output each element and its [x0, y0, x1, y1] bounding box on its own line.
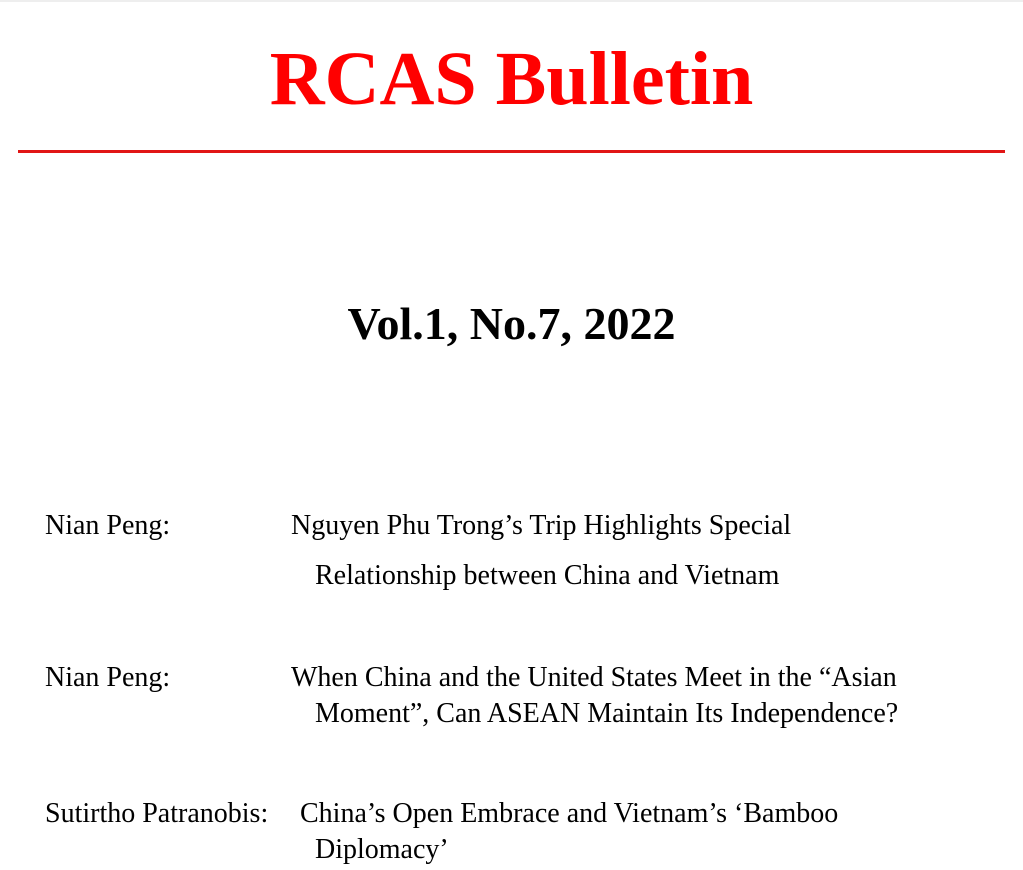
issue-volume: Vol.1, No.7, 2022: [347, 298, 676, 349]
bulletin-title: RCAS Bulletin: [269, 37, 754, 121]
article-entry: [0, 798, 1023, 868]
page-top-edge: [0, 0, 1023, 2]
article-title-line: China’s Open Embrace and Vietnam’s ‘Bamboo: [300, 798, 839, 829]
article-author: Nian Peng:: [45, 662, 171, 693]
article-entry: [0, 510, 1023, 590]
article-author: Nian Peng:: [45, 510, 171, 541]
article-entry: [0, 662, 1023, 732]
article-title-line: Nguyen Phu Trong’s Trip Highlights Special: [291, 510, 792, 541]
article-title-line: Moment”, Can ASEAN Maintain Its Independence?: [315, 698, 899, 729]
article-author: Sutirtho Patranobis:: [45, 798, 269, 829]
article-title-line: When China and the United States Meet in the “Asian: [291, 662, 897, 693]
article-title-line: Diplomacy’: [315, 834, 449, 865]
title-divider: [18, 150, 1005, 153]
article-title-line: Relationship between China and Vietnam: [315, 560, 780, 591]
